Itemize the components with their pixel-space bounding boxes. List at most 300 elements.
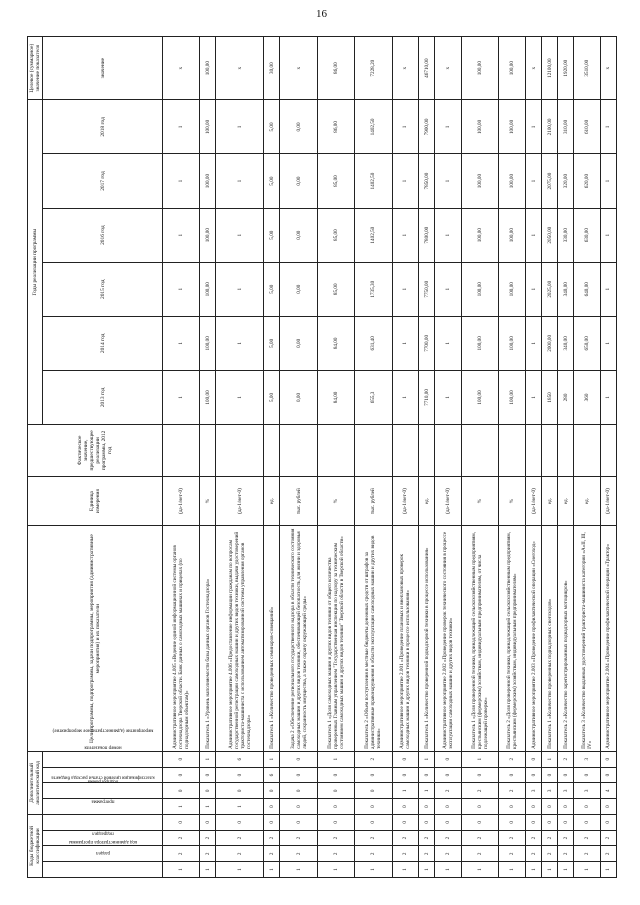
year-value-cell: 100,00 — [462, 316, 499, 370]
year-value-cell: 1 — [435, 370, 462, 424]
year-value-cell: 650,00 — [574, 316, 601, 370]
year-value-cell: 1 — [216, 100, 264, 154]
code-cell: 2 — [280, 846, 317, 862]
code-cell: 1 — [392, 783, 419, 799]
year-value-cell: 100,00 — [499, 316, 526, 370]
table-row — [392, 37, 419, 878]
code-cell: 0 — [600, 814, 616, 830]
year-value-cell: 86,00 — [317, 100, 354, 154]
year-value-cell: 1 — [600, 262, 616, 316]
year-value-cell: 1 — [600, 154, 616, 208]
header-year-2017: 2017 год — [43, 154, 163, 208]
code-cell: 0 — [558, 767, 574, 783]
final-value-cell: х — [216, 37, 264, 100]
code-cell: 1 — [435, 862, 462, 878]
year-value-cell: 630,00 — [574, 208, 601, 262]
table-row — [163, 37, 200, 878]
goal-text-cell: Административное мероприятие 2.002 «Проведение проверок технического состояния в процессе эксплуатации самоходных машин и других видов техники» — [435, 526, 462, 751]
code-cell: 0 — [558, 799, 574, 815]
year-value-cell: 0,00 — [280, 262, 317, 316]
code-cell: 0 — [600, 751, 616, 767]
final-value-cell: 7228,20 — [355, 37, 392, 100]
code-cell: 0 — [435, 799, 462, 815]
fact-cell — [574, 424, 601, 476]
final-value-cell: х — [526, 37, 542, 100]
year-value-cell: 100,00 — [462, 370, 499, 424]
fact-cell — [264, 424, 280, 476]
year-value-cell: 1 — [163, 100, 200, 154]
year-value-cell: 320,00 — [558, 154, 574, 208]
code-cell: 0 — [574, 767, 601, 783]
table-row — [499, 37, 526, 878]
goal-text-cell: Задача 2 «Обеспечение регионального государственного надзора в области технического состояния самоходных машин и других видов техники, обеспечивающей безопасность для жизни и здоровья людей, сохранность имущества, а также охрану окружающей среды» — [280, 526, 317, 751]
goal-text-cell: Показатель 3 «Количество выданных удостоверений тракториста-машиниста категории «А»II, III, IV» — [574, 526, 601, 751]
header-an-subprogram: подпрограмма — [43, 783, 163, 799]
code-cell: 0 — [317, 767, 354, 783]
year-value-cell: 1402,50 — [355, 208, 392, 262]
program-indicators-table — [27, 36, 617, 878]
year-value-cell: 100,00 — [499, 208, 526, 262]
code-cell: 0 — [542, 767, 558, 783]
code-cell: 0 — [526, 767, 542, 783]
year-value-cell: 100,00 — [200, 262, 216, 316]
table-row — [600, 37, 616, 878]
code-cell: 1 — [462, 751, 499, 767]
header-section: раздел — [43, 846, 163, 862]
code-cell: 0 — [600, 767, 616, 783]
code-cell: 2 — [558, 846, 574, 862]
code-cell: 0 — [216, 783, 264, 799]
year-value-cell: 1 — [526, 262, 542, 316]
code-cell: 1 — [216, 862, 264, 878]
year-value-cell: 2000,00 — [542, 316, 558, 370]
year-value-cell: 5,00 — [264, 154, 280, 208]
year-value-cell: 1850 — [542, 370, 558, 424]
code-cell: 0 — [216, 814, 264, 830]
year-value-cell: 84,00 — [317, 370, 354, 424]
year-value-cell: 1 — [216, 208, 264, 262]
final-value-cell: х — [435, 37, 462, 100]
code-cell: 2 — [542, 846, 558, 862]
final-value-cell: 3510,00 — [574, 37, 601, 100]
year-value-cell: 84,00 — [317, 316, 354, 370]
code-cell: 2 — [216, 830, 264, 846]
year-value-cell: 330,00 — [558, 208, 574, 262]
code-cell: 3 — [574, 751, 601, 767]
unit-cell: (да-1/нет-0) — [600, 476, 616, 526]
fact-cell — [499, 424, 526, 476]
year-value-cell: 0,00 — [280, 154, 317, 208]
code-cell: 0 — [200, 767, 216, 783]
unit-cell: (да-1/нет-0) — [392, 476, 419, 526]
table-row — [264, 37, 280, 878]
code-cell: 0 — [542, 799, 558, 815]
code-cell: 0 — [392, 814, 419, 830]
code-cell: 1 — [499, 862, 526, 878]
header-an-measure: мероприятие (административное мероприятие) — [43, 767, 163, 783]
code-cell: 2 — [499, 751, 526, 767]
table-row — [435, 37, 462, 878]
table-row — [419, 37, 435, 878]
code-cell: 2 — [200, 846, 216, 862]
code-cell: 2 — [499, 783, 526, 799]
code-cell: 0 — [317, 799, 354, 815]
code-cell: 0 — [574, 814, 601, 830]
code-cell: 2 — [216, 846, 264, 862]
unit-cell: тыс. рублей — [355, 476, 392, 526]
header-years-group: Годы реализации программы — [28, 100, 43, 425]
header-additional-group: Дополнительный аналитический код — [28, 751, 43, 814]
fact-cell — [280, 424, 317, 476]
year-value-cell: 100,00 — [462, 262, 499, 316]
code-cell: 0 — [419, 799, 435, 815]
year-value-cell: 100,00 — [499, 262, 526, 316]
year-value-cell: 1 — [435, 262, 462, 316]
code-cell: 2 — [558, 751, 574, 767]
code-cell: 2 — [355, 846, 392, 862]
goal-text-cell: Показатель 2 «Доля проверенной техники, принадлежащей сельскохозяйственным предприятиям, крестьянским (фермерским) хозяйствам, индивидуальным предпринимателям» — [499, 526, 526, 751]
table-row — [558, 37, 574, 878]
year-value-cell: 5,00 — [264, 100, 280, 154]
table-row — [526, 37, 542, 878]
code-cell: 0 — [355, 814, 392, 830]
goal-text-cell: Административное мероприятие 4.006 «Предоставление информации гражданам по вопросам государственной регистрации самоходных машин и других видов техники, выдачи удостоверений тракториста-машиниста с использованием автоматизированной системы управления органов гостехнадзора» — [216, 526, 264, 751]
final-value-cell: х — [163, 37, 200, 100]
code-cell: 2 — [392, 846, 419, 862]
code-cell: 2 — [574, 846, 601, 862]
fact-cell — [355, 424, 392, 476]
code-cell: 0 — [163, 767, 200, 783]
code-cell: 1 — [462, 862, 499, 878]
code-cell: 0 — [355, 783, 392, 799]
unit-cell: % — [499, 476, 526, 526]
code-cell: 1 — [280, 862, 317, 878]
table-row — [462, 37, 499, 878]
code-cell: 2 — [435, 830, 462, 846]
code-cell: 1 — [542, 751, 558, 767]
code-cell: 3 — [526, 783, 542, 799]
code-cell: 0 — [163, 814, 200, 830]
code-cell: 2 — [355, 751, 392, 767]
year-value-cell: 310,00 — [558, 100, 574, 154]
code-cell: 1 — [200, 751, 216, 767]
year-value-cell: 1 — [600, 370, 616, 424]
code-cell: 3 — [574, 783, 601, 799]
code-cell: 0 — [280, 751, 317, 767]
code-cell: 0 — [280, 767, 317, 783]
year-value-cell: 1 — [216, 154, 264, 208]
page-number: 16 — [316, 8, 327, 20]
table-row — [280, 37, 317, 878]
final-value-cell: 30,00 — [264, 37, 280, 100]
goal-text-cell: Показатель 1 «Доля проверенной техники, принадлежащей сельскохозяйственным предприятиям, крестьянским (фермерским) хозяйствам, индивидуальным предпринимателям, от числа подлежащей проверке» — [462, 526, 499, 751]
year-value-cell: 631,40 — [355, 316, 392, 370]
goal-text-cell: Административное мероприятие 2.001 «Проведение плановых и внеплановых проверок самоходных машин и других видов техники в процессе использования» — [392, 526, 419, 751]
goal-text-cell: Административное мероприятие 2.003 «Проведение профилактической операции «Снегоход» — [526, 526, 542, 751]
header-an-program: программа — [43, 799, 163, 815]
year-value-cell: 1 — [392, 370, 419, 424]
code-cell: 0 — [462, 767, 499, 783]
header-goal: Цели программы, подпрограммы, задачи подпрограммы, мероприятия (административные мероприятия) и их показатели — [28, 526, 163, 751]
year-value-cell: 5,00 — [264, 208, 280, 262]
code-cell: 0 — [200, 814, 216, 830]
year-value-cell: 1 — [435, 100, 462, 154]
year-value-cell: 280 — [558, 370, 574, 424]
code-cell: 0 — [435, 767, 462, 783]
year-value-cell: 100,00 — [499, 370, 526, 424]
code-cell: 0 — [355, 799, 392, 815]
year-value-cell: 1 — [435, 208, 462, 262]
year-value-cell: 1 — [163, 316, 200, 370]
unit-cell: (да-1/нет-0) — [163, 476, 200, 526]
code-cell: 2 — [317, 830, 354, 846]
code-cell: 2 — [435, 846, 462, 862]
code-cell: 0 — [574, 799, 601, 815]
year-value-cell: 620,00 — [574, 154, 601, 208]
code-cell: 0 — [163, 751, 200, 767]
year-value-cell: 7900,00 — [419, 100, 435, 154]
code-cell: 0 — [392, 799, 419, 815]
year-value-cell: 0,00 — [280, 316, 317, 370]
goal-text-cell: Административное мероприятие 4.005 «Ведение единой информационной системы органов гостехнадзора Тверской области. Банк данных о самоходных машинах и прицепах (по поднадзорным объектам)» — [163, 526, 200, 751]
code-cell: 1 — [542, 862, 558, 878]
header-an-indicator: номер показателя — [43, 751, 163, 767]
fact-cell — [526, 424, 542, 476]
final-value-cell: 100,00 — [462, 37, 499, 100]
final-value-cell: х — [280, 37, 317, 100]
code-cell: 0 — [355, 767, 392, 783]
goal-text-cell: Показатель 1 «Количество проверенных поднадзорных снегоходов» — [542, 526, 558, 751]
code-cell: 0 — [419, 814, 435, 830]
year-value-cell: 2075,00 — [542, 154, 558, 208]
year-value-cell: 0,00 — [280, 370, 317, 424]
code-cell: 1 — [392, 862, 419, 878]
year-value-cell: 1 — [392, 100, 419, 154]
code-cell: 6 — [264, 767, 280, 783]
unit-cell: (да-1/нет-0) — [216, 476, 264, 526]
goal-text-cell: Показатель 1 «Количество проверенной поднадзорной техники в процессе использования» — [419, 526, 435, 751]
table-row — [216, 37, 264, 878]
code-cell: 2 — [499, 846, 526, 862]
year-value-cell: 85,00 — [317, 208, 354, 262]
year-value-cell: 1735,30 — [355, 262, 392, 316]
header-year-2014: 2014 год — [43, 316, 163, 370]
table-body — [163, 37, 617, 878]
code-cell: 0 — [200, 783, 216, 799]
fact-cell — [317, 424, 354, 476]
code-cell: 0 — [499, 767, 526, 783]
code-cell: 0 — [216, 767, 264, 783]
code-cell: 0 — [392, 751, 419, 767]
final-value-cell: 46710,00 — [419, 37, 435, 100]
table-row — [574, 37, 601, 878]
year-value-cell: 1 — [435, 316, 462, 370]
code-cell: 1 — [419, 751, 435, 767]
goal-text-cell: Административное мероприятие 2.004 «Проведение профилактической операции «Трактор» — [600, 526, 616, 751]
code-cell: 2 — [392, 830, 419, 846]
year-value-cell: 100,00 — [499, 100, 526, 154]
fact-cell — [392, 424, 419, 476]
code-cell: 1 — [317, 862, 354, 878]
year-value-cell: 1 — [163, 208, 200, 262]
year-value-cell: 1 — [392, 208, 419, 262]
fact-cell — [200, 424, 216, 476]
final-value-cell: 86,00 — [317, 37, 354, 100]
year-value-cell: 655,3 — [355, 370, 392, 424]
code-cell: 0 — [264, 783, 280, 799]
goal-text-cell: Показатель 1 «Количество проведенных семинаров-совещаний» — [264, 526, 280, 751]
table-row — [542, 37, 558, 878]
year-value-cell: 7700,00 — [419, 316, 435, 370]
code-cell: 2 — [542, 830, 558, 846]
header-year-2018: 2018 год — [43, 100, 163, 154]
code-cell: 0 — [542, 814, 558, 830]
year-value-cell: 1 — [526, 370, 542, 424]
year-value-cell: 640,00 — [574, 262, 601, 316]
year-value-cell: 1402,50 — [355, 100, 392, 154]
code-cell: 1 — [600, 862, 616, 878]
code-cell: 0 — [462, 814, 499, 830]
year-value-cell: 100,00 — [462, 100, 499, 154]
code-cell: 1 — [264, 862, 280, 878]
code-cell: 1 — [163, 799, 200, 815]
code-cell: 2 — [462, 846, 499, 862]
fact-cell — [163, 424, 200, 476]
goal-text-cell: Показатель 1 «Доля самоходных машин и других видов техники от общего количества проверенных Главным управлением "Государственная инспекция по надзору за техническим состоянием самоходных машин и других видов техники" Тверской области в Тверской области» — [317, 526, 354, 751]
fact-cell — [435, 424, 462, 476]
year-value-cell: 100,00 — [200, 208, 216, 262]
unit-cell: ед. — [542, 476, 558, 526]
unit-cell: ед. — [264, 476, 280, 526]
header-year-2015: 2015 год — [43, 262, 163, 316]
year-value-cell: 1 — [435, 154, 462, 208]
year-value-cell: 85,00 — [317, 154, 354, 208]
unit-cell: (да-1/нет-0) — [526, 476, 542, 526]
code-cell: 6 — [216, 751, 264, 767]
year-value-cell: 100,00 — [200, 370, 216, 424]
year-value-cell: 100,00 — [499, 154, 526, 208]
unit-cell: % — [462, 476, 499, 526]
code-cell: 0 — [435, 814, 462, 830]
year-value-cell: 0,00 — [280, 208, 317, 262]
code-cell: 1 — [216, 799, 264, 815]
year-value-cell: 1 — [163, 370, 200, 424]
code-cell: 2 — [526, 830, 542, 846]
final-value-cell: 100,00 — [499, 37, 526, 100]
fact-cell — [558, 424, 574, 476]
year-value-cell: 1 — [163, 154, 200, 208]
code-cell: 0 — [163, 783, 200, 799]
year-value-cell: 1 — [392, 154, 419, 208]
header-year-2016: 2016 год — [43, 208, 163, 262]
code-cell: 0 — [462, 799, 499, 815]
year-value-cell: 1 — [392, 316, 419, 370]
code-cell: 2 — [558, 830, 574, 846]
code-cell: 3 — [542, 783, 558, 799]
code-cell: 1 — [264, 751, 280, 767]
year-value-cell: 5,00 — [264, 316, 280, 370]
goal-text-cell: Показатель 2 «Количество зарегистрированных поднадзорных мотоцикров» — [558, 526, 574, 751]
year-value-cell: 5,00 — [264, 262, 280, 316]
header-final-value: значение — [43, 37, 163, 100]
table-row — [355, 37, 392, 878]
fact-cell — [600, 424, 616, 476]
code-cell: 0 — [264, 799, 280, 815]
code-cell: 4 — [600, 783, 616, 799]
code-cell: 0 — [600, 799, 616, 815]
code-cell: 2 — [264, 846, 280, 862]
code-cell: 0 — [264, 814, 280, 830]
year-value-cell: 360 — [574, 370, 601, 424]
code-cell: 0 — [526, 751, 542, 767]
code-cell: 0 — [419, 767, 435, 783]
year-value-cell: 340,00 — [558, 316, 574, 370]
unit-cell: (да-1/нет-0) — [435, 476, 462, 526]
year-value-cell: 5,00 — [264, 370, 280, 424]
code-cell: 2 — [200, 830, 216, 846]
year-value-cell: 0,00 — [280, 100, 317, 154]
code-cell: 3 — [558, 783, 574, 799]
code-cell: 2 — [163, 846, 200, 862]
code-cell: 2 — [419, 846, 435, 862]
year-value-cell: 1 — [526, 208, 542, 262]
header-admin-code: код администратора программы — [43, 862, 163, 878]
code-cell: 0 — [392, 767, 419, 783]
code-cell: 1 — [558, 862, 574, 878]
year-value-cell: 1 — [163, 262, 200, 316]
final-value-cell: 100,00 — [200, 37, 216, 100]
code-cell: 2 — [435, 783, 462, 799]
year-value-cell: 1 — [600, 316, 616, 370]
code-cell: 1 — [574, 862, 601, 878]
code-cell: 0 — [558, 814, 574, 830]
code-cell: 2 — [600, 830, 616, 846]
unit-cell: ед. — [558, 476, 574, 526]
year-value-cell: 100,00 — [200, 100, 216, 154]
unit-cell: % — [200, 476, 216, 526]
year-value-cell: 100,00 — [462, 208, 499, 262]
year-value-cell: 1 — [526, 154, 542, 208]
program-table-sheet — [27, 36, 617, 878]
code-cell: 0 — [317, 783, 354, 799]
year-value-cell: 100,00 — [200, 316, 216, 370]
code-cell: 1 — [355, 862, 392, 878]
code-cell: 0 — [499, 814, 526, 830]
fact-cell — [542, 424, 558, 476]
header-subsection: подраздел — [43, 830, 163, 846]
year-value-cell: 1 — [600, 208, 616, 262]
code-cell: 1 — [200, 862, 216, 878]
goal-text-cell: Показатель 2 «Объем поступления в местные бюджеты денежных средств от штрафов за административные правонарушения в области эксплуатации самоходных машин и других видов техники» — [355, 526, 392, 751]
header-target-article: классификация целевой статьи расхода бюджета — [43, 814, 163, 830]
code-cell: 2 — [462, 830, 499, 846]
year-value-cell: 100,00 — [200, 154, 216, 208]
table-row — [317, 37, 354, 878]
code-cell: 2 — [462, 783, 499, 799]
fact-cell — [419, 424, 435, 476]
code-cell: 2 — [264, 830, 280, 846]
year-value-cell: 2025,00 — [542, 262, 558, 316]
code-cell: 2 — [355, 830, 392, 846]
code-cell: 0 — [280, 783, 317, 799]
final-value-cell: 12100,00 — [542, 37, 558, 100]
code-cell: 2 — [163, 830, 200, 846]
unit-cell: ед. — [574, 476, 601, 526]
year-value-cell: 1 — [600, 100, 616, 154]
code-cell: 0 — [435, 751, 462, 767]
code-cell: 0 — [499, 799, 526, 815]
year-value-cell: 7750,00 — [419, 262, 435, 316]
